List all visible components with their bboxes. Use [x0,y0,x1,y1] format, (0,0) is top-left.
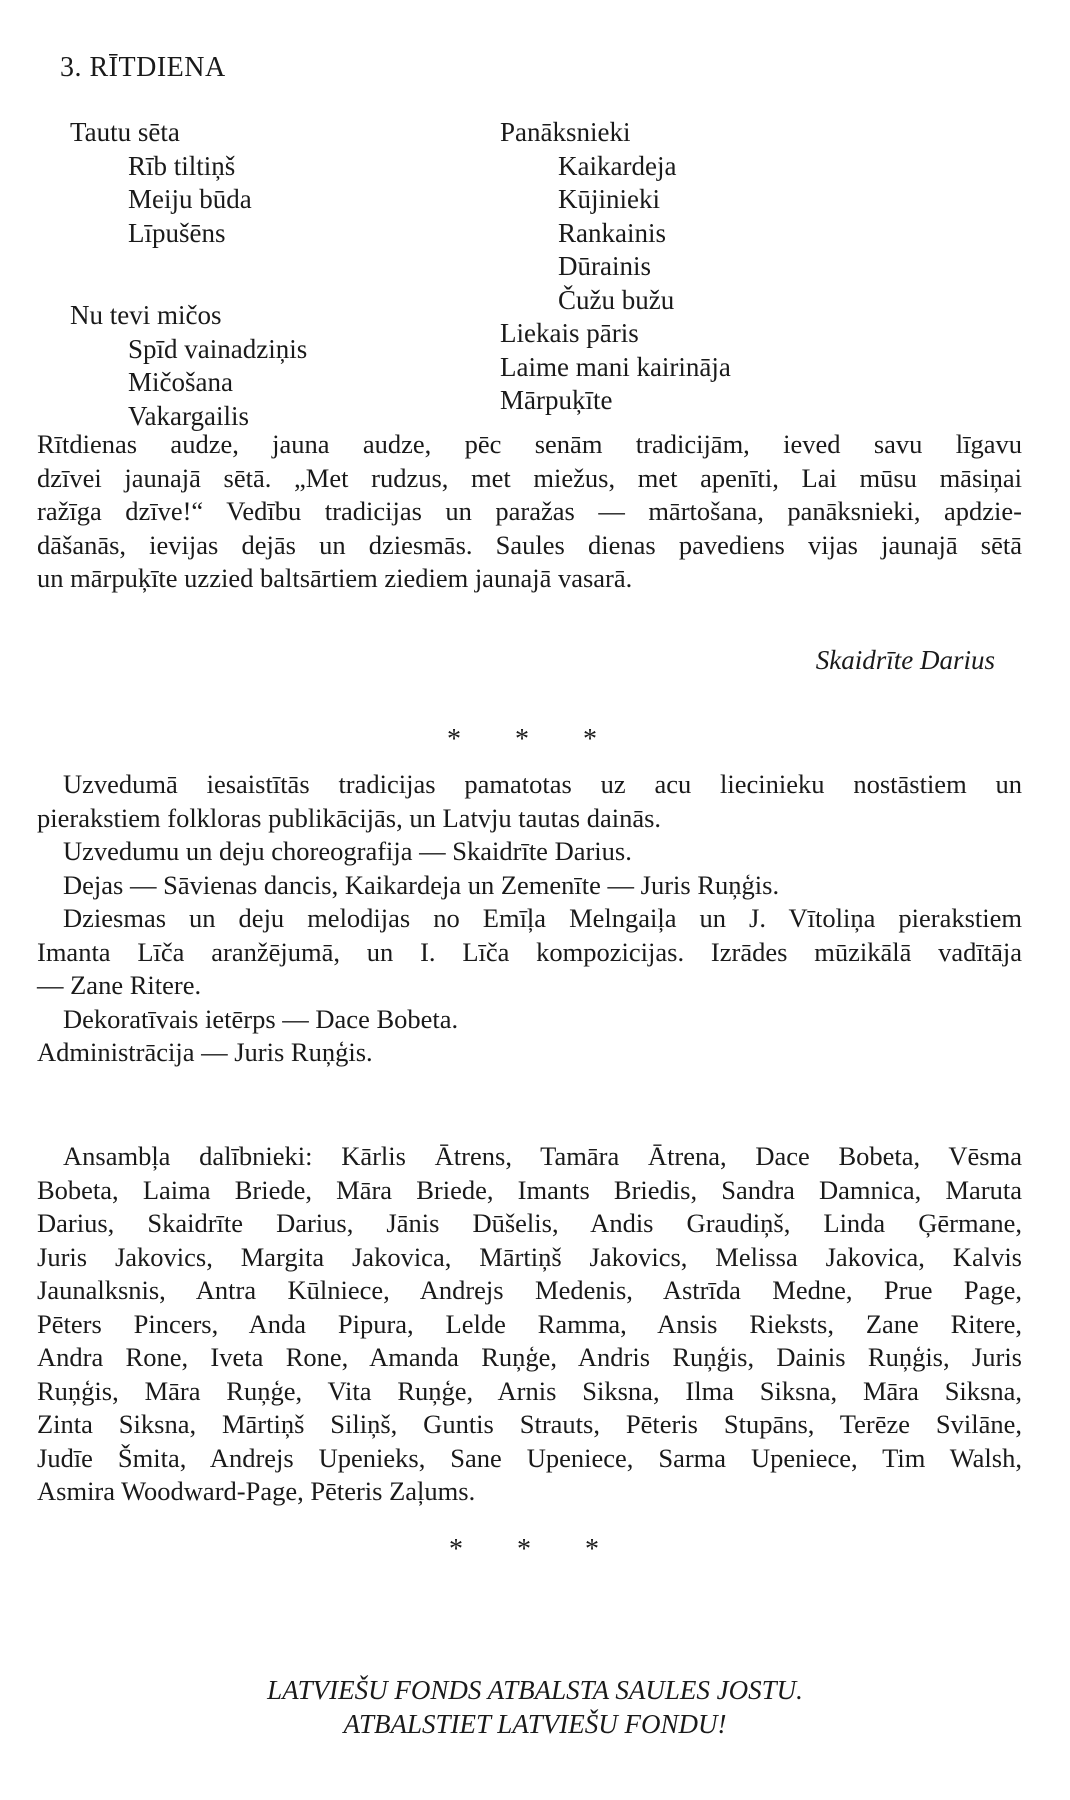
program-item: Kaikardeja [558,150,677,181]
member-line: Ruņģis, Māra Ruņģe, Vita Ruņģe, Arnis Siksna, Ilma Siksna, Māra Siksna, [37,1375,1022,1406]
intro-line: Rītdienas audze, jauna audze, pēc senām tradicijām, ieved savu līgavu [37,429,1022,459]
separator-star: * [517,1534,531,1565]
program-item: Vakargailis [128,400,249,431]
program-list-left [70,116,307,433]
separator-star: * [515,724,529,755]
credit-line: Dejas — Sāvienas dancis, Kaikardeja un Zemenīte — Juris Ruņģis. [63,869,780,900]
members-paragraph [37,1140,1022,1509]
separator-stars-2 [422,1534,626,1566]
page-heading: 3. RĪTDIENA [60,52,226,83]
program-item: Nu tevi mičos [70,300,222,330]
member-line: Zinta Siksna, Mārtiņš Siliņš, Guntis Strauts, Pēteris Stupāns, Terēze Svilāne, [37,1409,1022,1439]
intro-line: dzīvei jaunajā sētā. „Met rudzus, met miežus, met apenīti, Lai mūsu māsiņai [37,462,1022,493]
program-list-right [500,116,731,418]
separator-star: * [583,724,597,755]
member-line: Pēters Pincers, Anda Pipura, Lelde Ramma, Ansis Rieksts, Zane Ritere, [37,1308,1022,1339]
member-line: Judīe Šmita, Andrejs Upenieks, Sane Upeniece, Sarma Upeniece, Tim Walsh, [37,1442,1022,1473]
member-line: Ansambļa dalībnieki: Kārlis Ātrens, Tamāra Ātrena, Dace Bobeta, Vēsma [63,1141,1022,1171]
credits-paragraph [37,768,1022,1070]
credit-line: Dekoratīvais ietērps — Dace Bobeta. [63,1003,459,1034]
program-item: Čužu bužu [558,284,675,315]
intro-line: un mārpuķīte uzzied baltsārtiem ziediem jaunajā vasarā. [37,563,633,593]
intro-line: dāšanās, ievijas dejās un dziesmās. Saules dienas pavediens vijas jaunajā sētā [37,529,1022,560]
program-item: Mičošana [128,367,233,397]
member-line: Asmira Woodward-Page, Pēteris Zaļums. [37,1476,476,1506]
program-item: Mārpuķīte [500,385,613,415]
member-line: Bobeta, Laima Briede, Māra Briede, Imants Briedis, Sandra Damnica, Maruta [37,1174,1022,1205]
program-item: Tautu sēta [70,117,180,147]
separator-star: * [449,1534,463,1565]
credit-line: Administrācija — Juris Ruņģis. [37,1037,373,1067]
footer-line: LATVIEŠU FONDS ATBALSTA SAULES JOSTU. [267,1675,803,1705]
credit-line: Uzvedumu un deju choreografija — Skaidrīte Darius. [63,836,632,866]
intro-line: ražīga dzīve!“ Vedību tradicijas un paražas — mārtošana, panāksnieki, apdzie- [37,496,1022,526]
intro-paragraph [37,428,1022,596]
program-item: Rankainis [558,217,666,248]
member-line: Jaunalksnis, Antra Kūlniece, Andrejs Medenis, Astrīda Medne, Prue Page, [37,1275,1022,1305]
credit-line: Dziesmas un deju melodijas no Emīļa Melngaiļa un J. Vītoliņa pierakstiem [63,903,1022,933]
program-item: Liekais pāris [500,318,639,348]
program-item: Līpušēns [128,217,226,248]
credit-line: pierakstiem folkloras publikācijās, un Latvju tautas dainās. [37,802,662,833]
separator-star: * [447,724,461,755]
program-item: Rīb tiltiņš [128,150,236,181]
member-line: Andra Rone, Iveta Rone, Amanda Ruņģe, Andris Ruņģis, Dainis Ruņģis, Juris [37,1342,1022,1372]
program-item: Panāksnieki [500,117,631,147]
program-item: Meiju būda [128,184,252,214]
footer-line: ATBALSTIET LATVIEŠU FONDU! [343,1709,727,1739]
program-item: Dūrainis [558,251,651,281]
list-gap [70,250,307,299]
credit-line: — Zane Ritere. [37,970,202,1000]
credit-line: Uzvedumā iesaistītās tradicijas pamatotas uz acu liecinieku nostāstiem un [63,769,1022,799]
program-item: Kūjinieki [558,184,660,214]
signature: Skaidrīte Darius [815,645,995,675]
footer-notice [0,1673,1070,1741]
program-item: Spīd vainadziņis [128,333,308,364]
separator-star: * [585,1534,599,1565]
credit-line: Imanta Līča aranžējumā, un I. Līča kompozicijas. Izrādes mūzikālā vadītāja [37,936,1022,967]
member-line: Juris Jakovics, Margita Jakovica, Mārtiņš Jakovics, Melissa Jakovica, Kalvis [37,1241,1022,1272]
member-line: Darius, Skaidrīte Darius, Jānis Dūšelis, Andis Graudiņš, Linda Ģērmane, [37,1208,1022,1238]
separator-stars-1 [420,724,624,756]
program-item: Laime mani kairināja [500,351,731,382]
